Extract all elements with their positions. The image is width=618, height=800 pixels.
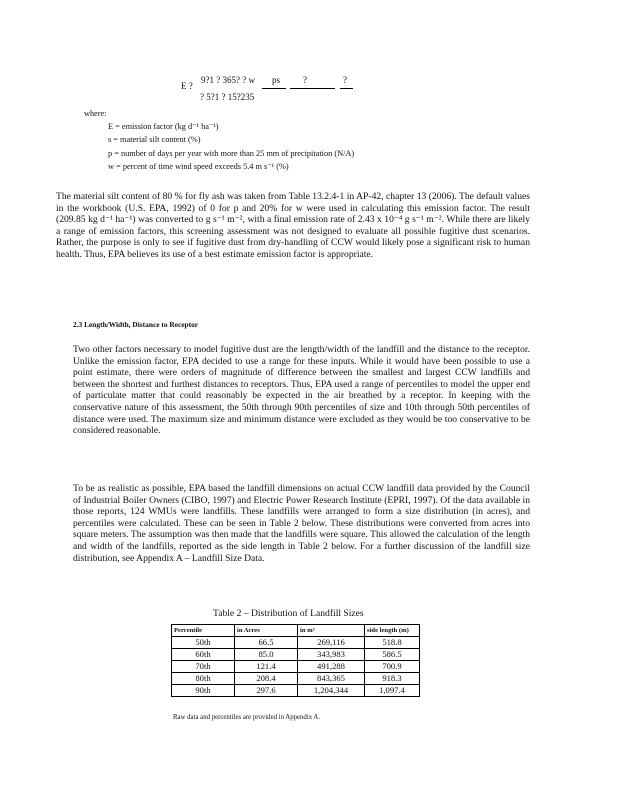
table-cell: 700.9 bbox=[365, 661, 420, 673]
equation-q2: ? bbox=[343, 75, 347, 85]
paragraph-landfill-data: To be as realistic as possible, EPA based the landfill dimensions on actual CCW landfill data provided by the Council of Industrial Boiler Owners (CIBO, 1997) and Electric Power Research Institute (EPRI, 1997). Of the data available in those reports, 124 WMUs were landfills. These landfills were arranged to form a size distribution (in acres), and percentiles were calculated. These can be seen in Table 2 below. These distributions were converted from acres into square meters. The assumption was then made that the landfills were square. This allowed the calculation of the length and width of the landfills, reported as the side length in Table 2 below. For a further discussion of the landfill size distribution, see Appendix A – Landfill Size Data. bbox=[73, 483, 530, 564]
table-header-row bbox=[172, 625, 420, 637]
table-cell: 70th bbox=[172, 661, 235, 673]
table-row bbox=[172, 637, 420, 649]
equation-q1: ? bbox=[303, 75, 307, 85]
table-cell: 843,365 bbox=[298, 673, 365, 685]
equation-lead: E ? bbox=[181, 81, 193, 91]
definition-item: s = material silt content (%) bbox=[108, 135, 201, 144]
definition-item: w = percent of time wind speed exceeds 5.4 m s⁻¹ (%) bbox=[108, 162, 289, 171]
table-cell: 297.6 bbox=[235, 685, 298, 697]
paragraph-length-distance: Two other factors necessary to model fugitive dust are the length/width of the landfill and the distance to the receptor. Unlike the emission factor, EPA decided to use a range for these inputs. While it would have been possible to use a point estimate, there were orders of magnitude of difference between the smallest and largest CCW landfills and between the shortest and furthest distances to receptors. Thus, EPA used a range of percentiles to model the upper end of particulate matter that could reasonably be expected in the air breathed by a receptor. In keeping with the conservative nature of this assessment, the 50th through 90th percentiles of size and 10th through 50th percentiles of distance were used. The maximum size and minimum distance were excluded as they would be too conservative to be considered reasonable. bbox=[73, 344, 530, 437]
table-row bbox=[172, 673, 420, 685]
table-row bbox=[172, 661, 420, 673]
landfill-size-table bbox=[171, 624, 420, 697]
column-header: side length (m) bbox=[365, 625, 420, 637]
table-cell: 1,204,344 bbox=[298, 685, 365, 697]
table-row bbox=[172, 685, 420, 697]
table-cell: 121.4 bbox=[235, 661, 298, 673]
equation-subscript: ps bbox=[272, 75, 281, 85]
table-row bbox=[172, 649, 420, 661]
section-heading: 2.3 Length/Width, Distance to Receptor bbox=[73, 320, 199, 329]
table-note: Raw data and percentiles are provided in Appendix A. bbox=[173, 714, 321, 721]
equation-numerator: 9?1 ? 365? ? w bbox=[201, 75, 255, 85]
definition-item: p = number of days per year with more than 25 mm of precipitation (N/A) bbox=[108, 149, 355, 158]
column-header: in m² bbox=[298, 625, 365, 637]
table-cell: 586.5 bbox=[365, 649, 420, 661]
table-cell: 491,288 bbox=[298, 661, 365, 673]
table-cell: 518.8 bbox=[365, 637, 420, 649]
where-label: where: bbox=[84, 109, 107, 118]
table-cell: 60th bbox=[172, 649, 235, 661]
fraction-bar-2 bbox=[290, 88, 335, 89]
column-header: Percentile bbox=[172, 625, 235, 637]
table-cell: 85.0 bbox=[235, 649, 298, 661]
table-cell: 90th bbox=[172, 685, 235, 697]
fraction-bar bbox=[262, 88, 286, 89]
table-cell: 918.3 bbox=[365, 673, 420, 685]
table-caption: Table 2 – Distribution of Landfill Sizes bbox=[213, 608, 364, 619]
definition-item: E = emission factor (kg d⁻¹ ha⁻¹) bbox=[108, 122, 219, 131]
table-cell: 66.5 bbox=[235, 637, 298, 649]
table-cell: 50th bbox=[172, 637, 235, 649]
table-cell: 1,097.4 bbox=[365, 685, 420, 697]
table-cell: 208.4 bbox=[235, 673, 298, 685]
table-cell: 343,983 bbox=[298, 649, 365, 661]
table-cell: 80th bbox=[172, 673, 235, 685]
equation-denominator: ? 5?1 ? 15?235 bbox=[200, 92, 255, 102]
paragraph-emission-factor: The material silt content of 80 % for fly ash was taken from Table 13.2.4-1 in AP-42, chapter 13 (2006). The default values in the workbook (U.S. EPA, 1992) of 0 for p and 20% for w were used in calculating this emission factor. The result (209.85 kg d⁻¹ ha⁻¹) was converted to g s⁻¹ m⁻², with a final emission rate of 2.43 x 10⁻⁴ g s⁻¹ m⁻². While there are likely a range of emission factors, this screening assessment was not designed to evaluate all possible fugitive dust scenarios. Rather, the purpose is only to see if fugitive dust from dry-handling of CCW would likely pose a significant risk to human health. Thus, EPA believes its use of a best estimate emission factor is appropriate. bbox=[56, 191, 530, 260]
column-header: in Acres bbox=[235, 625, 298, 637]
table-cell: 269,116 bbox=[298, 637, 365, 649]
fraction-bar-3 bbox=[340, 88, 353, 89]
